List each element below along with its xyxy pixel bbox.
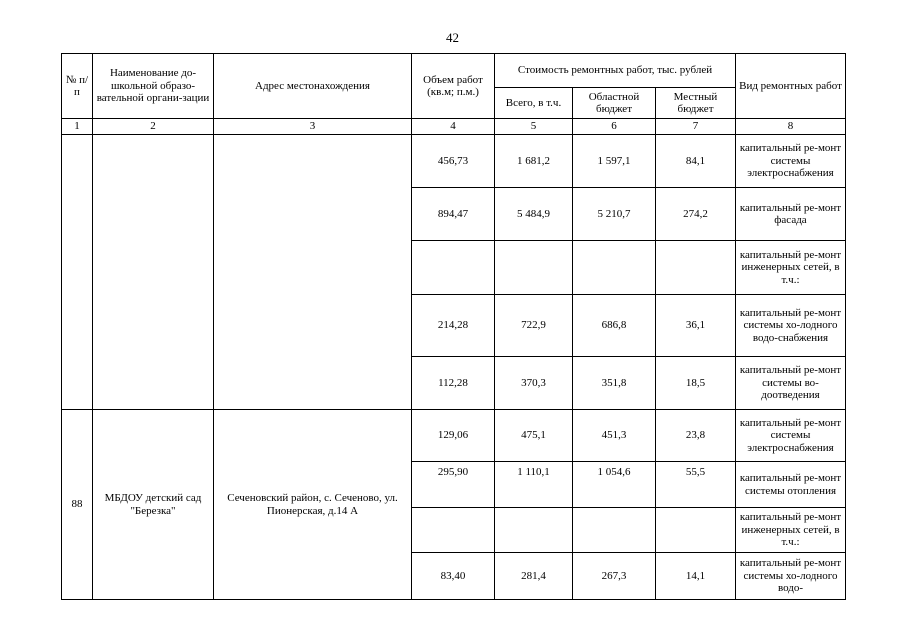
page-number: 42: [446, 30, 459, 45]
regional-cell: 267,3: [573, 553, 656, 600]
column-number: 8: [736, 119, 846, 135]
kind-cell: капитальный ре-монт фасада: [736, 188, 846, 241]
regional-cell: 451,3: [573, 410, 656, 462]
volume-cell: [412, 508, 495, 553]
org-address: Сеченовский район, с. Сеченово, ул. Пионерская, д.14 А: [214, 410, 412, 600]
local-cell: 23,8: [656, 410, 736, 462]
regional-cell: 351,8: [573, 357, 656, 410]
header-kind: Вид ремонтных работ: [736, 54, 846, 119]
local-cell: 18,5: [656, 357, 736, 410]
total-cell: 722,9: [495, 295, 573, 357]
column-number-row: [62, 119, 846, 135]
total-cell: 1 110,1: [495, 462, 573, 508]
local-cell: 274,2: [656, 188, 736, 241]
column-number: 3: [214, 119, 412, 135]
repair-works-table: [61, 53, 846, 600]
local-cell: [656, 508, 736, 553]
header-local: Местный бюджет: [656, 88, 736, 119]
volume-cell: 112,28: [412, 357, 495, 410]
volume-cell: 83,40: [412, 553, 495, 600]
row-number: 88: [62, 410, 93, 600]
header-org-name: Наименование до-школьной образо-вательной органи-зации: [93, 54, 214, 119]
regional-cell: 686,8: [573, 295, 656, 357]
regional-cell: 1 597,1: [573, 135, 656, 188]
header-cost-group: Стоимость ремонтных работ, тыс. рублей: [495, 54, 736, 88]
total-cell: 475,1: [495, 410, 573, 462]
total-cell: [495, 508, 573, 553]
column-number: 4: [412, 119, 495, 135]
volume-cell: 129,06: [412, 410, 495, 462]
local-cell: [656, 241, 736, 295]
local-cell: 14,1: [656, 553, 736, 600]
volume-cell: 214,28: [412, 295, 495, 357]
table-row: [62, 410, 846, 462]
header-row-top: [62, 54, 846, 88]
kind-cell: капитальный ре-монт системы электроснабжения: [736, 410, 846, 462]
regional-cell: 1 054,6: [573, 462, 656, 508]
table-row: [62, 135, 846, 188]
column-number: 6: [573, 119, 656, 135]
column-number: 1: [62, 119, 93, 135]
header-total: Всего, в т.ч.: [495, 88, 573, 119]
kind-cell: капитальный ре-монт инженерных сетей, в т.ч.:: [736, 508, 846, 553]
address-cell-empty: [214, 135, 412, 410]
kind-cell: капитальный ре-монт системы отопления: [736, 462, 846, 508]
local-cell: 55,5: [656, 462, 736, 508]
header-address: Адрес местонахождения: [214, 54, 412, 119]
kind-cell: капитальный ре-монт системы хо-лодного водо-снабжения: [736, 295, 846, 357]
column-number: 5: [495, 119, 573, 135]
kind-cell: капитальный ре-монт системы хо-лодного водо-: [736, 553, 846, 600]
header-volume: Объем работ (кв.м; п.м.): [412, 54, 495, 119]
kind-cell: капитальный ре-монт системы электроснабжения: [736, 135, 846, 188]
total-cell: 370,3: [495, 357, 573, 410]
regional-cell: [573, 241, 656, 295]
num-cell-empty: [62, 135, 93, 410]
volume-cell: 456,73: [412, 135, 495, 188]
total-cell: 1 681,2: [495, 135, 573, 188]
column-number: 2: [93, 119, 214, 135]
kind-cell: капитальный ре-монт системы во-доотведения: [736, 357, 846, 410]
volume-cell: [412, 241, 495, 295]
header-regional: Областной бюджет: [573, 88, 656, 119]
total-cell: 5 484,9: [495, 188, 573, 241]
org-name: МБДОУ детский сад "Березка": [93, 410, 214, 600]
total-cell: 281,4: [495, 553, 573, 600]
volume-cell: 894,47: [412, 188, 495, 241]
regional-cell: [573, 508, 656, 553]
org-name-cell-empty: [93, 135, 214, 410]
local-cell: 84,1: [656, 135, 736, 188]
local-cell: 36,1: [656, 295, 736, 357]
volume-cell: 295,90: [412, 462, 495, 508]
regional-cell: 5 210,7: [573, 188, 656, 241]
kind-cell: капитальный ре-монт инженерных сетей, в т.ч.:: [736, 241, 846, 295]
column-number: 7: [656, 119, 736, 135]
header-num: № п/п: [62, 54, 93, 119]
total-cell: [495, 241, 573, 295]
